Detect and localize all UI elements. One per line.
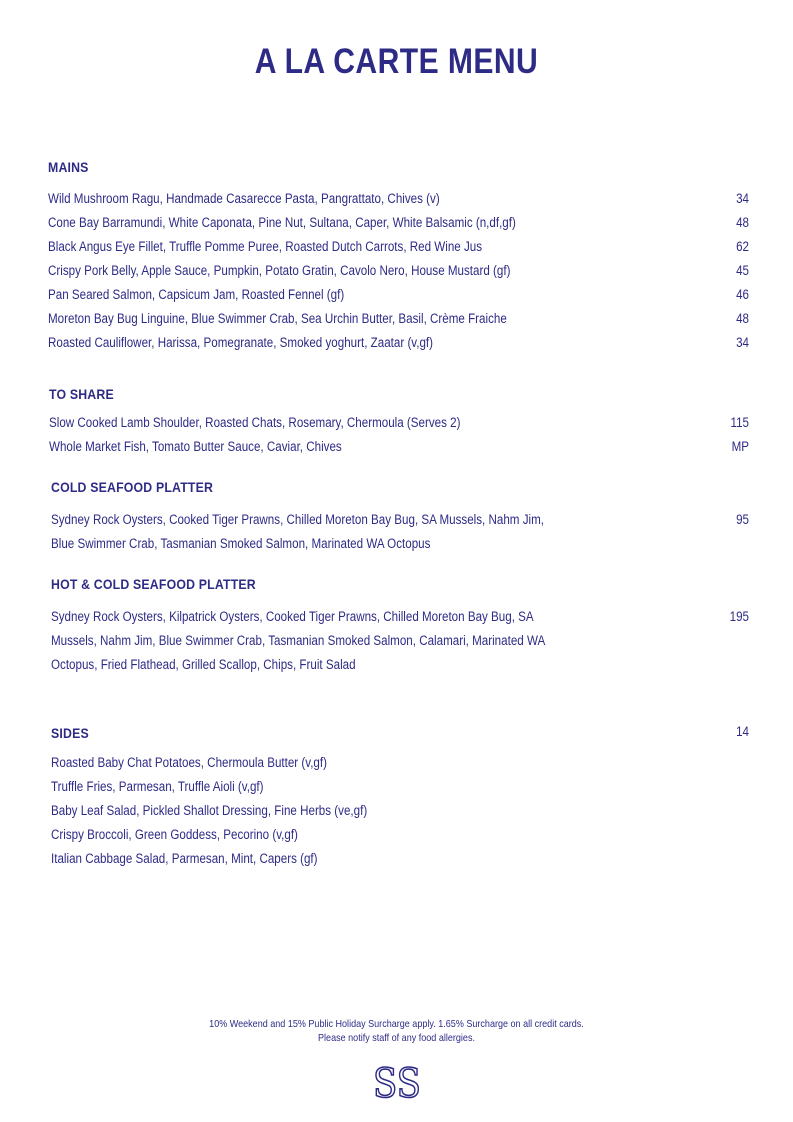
menu-item-name: Whole Market Fish, Tomato Butter Sauce, Caviar, Chives — [49, 439, 342, 454]
side-item: Roasted Baby Chat Potatoes, Chermoula Butter (v,gf) — [51, 755, 327, 770]
side-item: Truffle Fries, Parmesan, Truffle Aioli (v,gf) — [51, 779, 264, 794]
menu-item-price: 45 — [736, 263, 749, 278]
platter-description-line: Sydney Rock Oysters, Kilpatrick Oysters, Cooked Tiger Prawns, Chilled Moreton Bay Bug, SA — [51, 609, 534, 624]
section-heading-cold-platter: COLD SEAFOOD PLATTER — [51, 479, 214, 495]
surcharge-note: 10% Weekend and 15% Public Holiday Surcharge apply. 1.65% Surcharge on all credit cards. — [209, 1018, 584, 1030]
menu-item-price: 115 — [730, 415, 749, 430]
page-title: A LA CARTE MENU — [254, 42, 539, 81]
section-heading-mains: MAINS — [48, 159, 89, 175]
footer-note — [0, 1017, 793, 1045]
menu-item-name: Moreton Bay Bug Linguine, Blue Swimmer Crab, Sea Urchin Butter, Basil, Crème Fraiche — [48, 311, 507, 326]
platter-description-line: Sydney Rock Oysters, Cooked Tiger Prawns, Chilled Moreton Bay Bug, SA Mussels, Nahm Jim, — [51, 512, 544, 527]
menu-item-name: Wild Mushroom Ragu, Handmade Casarecce Pasta, Pangrattato, Chives (v) — [48, 191, 440, 206]
section-heading-sides: SIDES — [51, 725, 89, 741]
menu-item-price: 34 — [736, 191, 749, 206]
menu-item-price: 48 — [736, 311, 749, 326]
section-heading-to-share: TO SHARE — [49, 386, 114, 402]
section-heading-hot-cold-platter: HOT & COLD SEAFOOD PLATTER — [51, 576, 256, 592]
platter-description-line: Blue Swimmer Crab, Tasmanian Smoked Salmon, Marinated WA Octopus — [51, 536, 431, 551]
menu-item-price: 34 — [736, 335, 749, 350]
platter-description-line: Mussels, Nahm Jim, Blue Swimmer Crab, Tasmanian Smoked Salmon, Calamari, Marinated WA — [51, 633, 546, 648]
menu-item-name: Pan Seared Salmon, Capsicum Jam, Roasted Fennel (gf) — [48, 287, 345, 302]
menu-item-price: 46 — [736, 287, 749, 302]
side-item: Italian Cabbage Salad, Parmesan, Mint, Capers (gf) — [51, 851, 318, 866]
menu-item-price: 62 — [736, 239, 749, 254]
menu-item-name: Black Angus Eye Fillet, Truffle Pomme Puree, Roasted Dutch Carrots, Red Wine Jus — [48, 239, 483, 254]
platter-description-line: Octopus, Fried Flathead, Grilled Scallop, Chips, Fruit Salad — [51, 657, 356, 672]
menu-item-price: 195 — [729, 609, 749, 624]
menu-item-name: Crispy Pork Belly, Apple Sauce, Pumpkin, Potato Gratin, Cavolo Nero, House Mustard (gf) — [48, 263, 511, 278]
menu-item-price: 95 — [736, 512, 749, 527]
menu-item-name: Cone Bay Barramundi, White Caponata, Pine Nut, Sultana, Caper, White Balsamic (n,df,gf) — [48, 215, 516, 230]
allergy-note: Please notify staff of any food allergies. — [318, 1032, 475, 1044]
menu-item-price: 48 — [736, 215, 749, 230]
menu-item-name: Slow Cooked Lamb Shoulder, Roasted Chats, Rosemary, Chermoula (Serves 2) — [49, 415, 461, 430]
menu-item-name: Roasted Cauliflower, Harissa, Pomegranate, Smoked yoghurt, Zaatar (v,gf) — [48, 335, 434, 350]
menu-item-price: 14 — [736, 724, 749, 739]
logo-lettering: SS — [373, 1062, 421, 1102]
side-item: Crispy Broccoli, Green Goddess, Pecorino (v,gf) — [51, 827, 298, 842]
menu-item-price: MP — [731, 439, 749, 454]
side-item: Baby Leaf Salad, Pickled Shallot Dressing, Fine Herbs (ve,gf) — [51, 803, 368, 818]
ss-monogram-logo — [371, 1062, 423, 1102]
